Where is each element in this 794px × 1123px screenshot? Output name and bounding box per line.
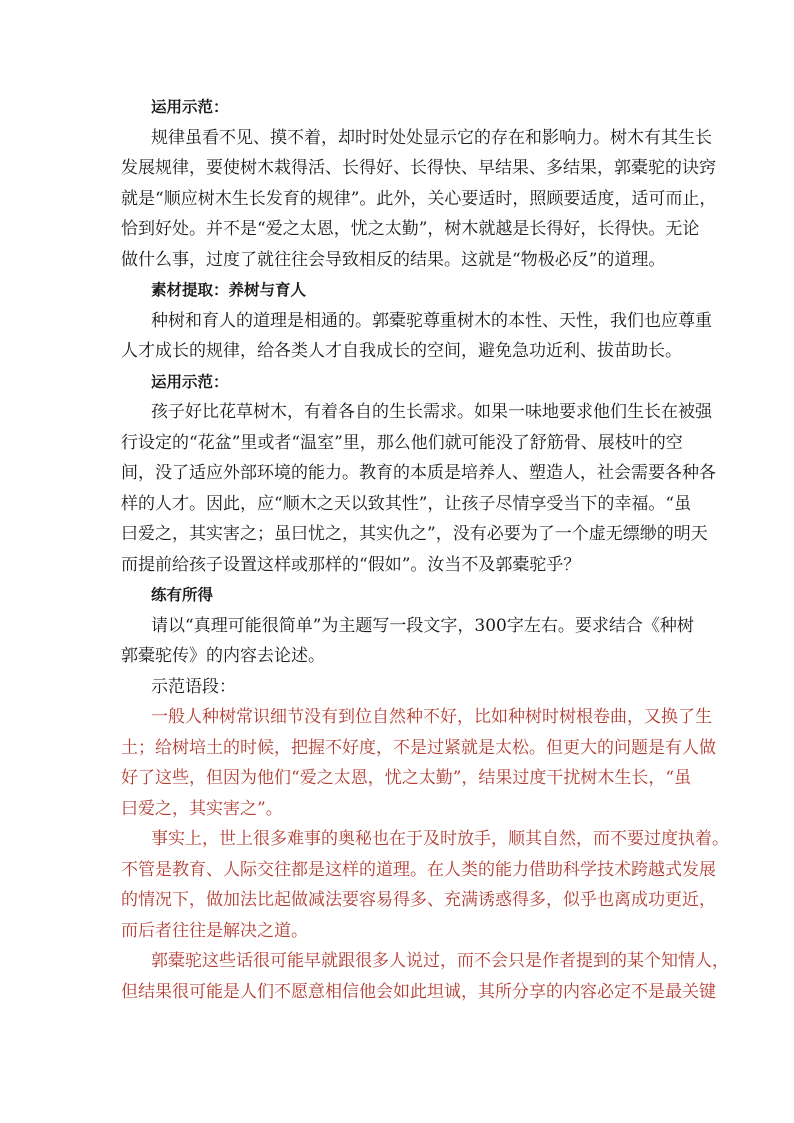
text-line: 做什么事，过度了就往往会导致相反的结果。这就是“物极必反”的道理。 — [121, 249, 666, 270]
text-line: 恰到好处。并不是“爱之太恩，忧之太勤”，树木就越是长得好，长得快。无论 — [121, 219, 700, 239]
section-heading-usage-2: 运用示范： — [151, 372, 229, 391]
paragraph-sample-1 — [121, 702, 716, 824]
text-line: 而提前给孩子设置这样或那样的“假如”。汝当不及郭橐驼乎？ — [121, 554, 581, 575]
text-line: 孩子好比花草树木，有着各自的生长需求。如果一味地要求他们生长在被强 — [151, 402, 712, 422]
paragraph-usage-2 — [121, 397, 716, 580]
paragraph-usage-1 — [121, 123, 717, 276]
text-line: 但结果很可能是人们不愿意相信他会如此坦诚，其所分享的内容必定不是最关键 — [121, 981, 716, 1002]
paragraph-sample-3 — [121, 946, 729, 1007]
paragraph-practice — [121, 611, 694, 672]
text-line: 郭橐驼传》的内容去论述。 — [121, 646, 325, 666]
document-page — [121, 92, 729, 1007]
text-line: 行设定的“花盆”里或者“温室”里，那么他们就可能没了舒筋骨、展枝叶的空 — [121, 432, 683, 453]
text-line: 人才成长的规律，给各类人才自我成长的空间，避免急功近利、拔苗助长。 — [121, 341, 682, 361]
text-line: 事实上，世上很多难事的奥秘也在于及时放手，顺其自然，而不要过度执着。 — [151, 829, 729, 849]
text-line: 就是“顺应树木生长发育的规律”。此外，关心要适时，照顾要适度，适可而止， — [121, 188, 717, 209]
text-line: 而后者往往是解决之道。 — [121, 920, 308, 941]
section-heading-material: 素材提取：养树与育人 — [151, 281, 307, 299]
section-heading-sample: 示范语段： — [151, 676, 236, 697]
text-line: 郭橐驼这些话很可能早就跟很多人说过，而不会只是作者提到的某个知情人， — [151, 951, 729, 971]
text-line: 种树和育人的道理是相通的。郭橐驼尊重树木的本性、天性，我们也应尊重 — [151, 310, 712, 331]
text-line: 请以“真理可能很简单”为主题写一段文字，300字左右。要求结合《种树 — [151, 615, 694, 636]
section-heading-practice: 练有所得 — [151, 586, 214, 604]
text-line: 样的人才。因此，应“顺木之天以致其性”，让孩子尽情享受当下的幸福。“虽 — [121, 493, 692, 514]
section-heading-usage-1: 运用示范： — [151, 98, 229, 116]
text-line: 间，没了适应外部环境的能力。教育的本质是培养人、塑造人，社会需要各种各 — [121, 463, 716, 483]
text-line: 规律虽看不见、摸不着，却时时处处显示它的存在和影响力。树木有其生长 — [151, 127, 712, 148]
text-line: 发展规律，要使树木栽得活、长得好、长得快、早结果、多结果，郭橐驼的诀窍 — [121, 158, 716, 178]
text-line: 曰爱之，其实害之”。 — [121, 798, 283, 819]
paragraph-material — [121, 306, 712, 367]
text-line: 土；给树培土的时候，把握不好度，不是过紧就是太松。但更大的问题是有人做 — [121, 737, 716, 758]
text-line: 不管是教育、人际交往都是这样的道理。在人类的能力借助科学技术跨越式发展 — [121, 859, 716, 880]
paragraph-sample-2 — [121, 824, 729, 946]
text-line: 曰爱之，其实害之；虽曰忧之，其实仇之”，没有必要为了一个虚无缥缈的明天 — [121, 524, 708, 544]
text-line: 一般人种树常识细节没有到位自然种不好，比如种树时树根卷曲，又换了生 — [151, 707, 712, 727]
text-line: 好了这些，但因为他们“爱之太恩，忧之太勤”，结果过度干扰树木生长，“虽 — [121, 768, 692, 788]
text-line: 的情况下，做加法比起做减法要容易得多、充满诱惑得多，似乎也离成功更近， — [121, 890, 716, 910]
